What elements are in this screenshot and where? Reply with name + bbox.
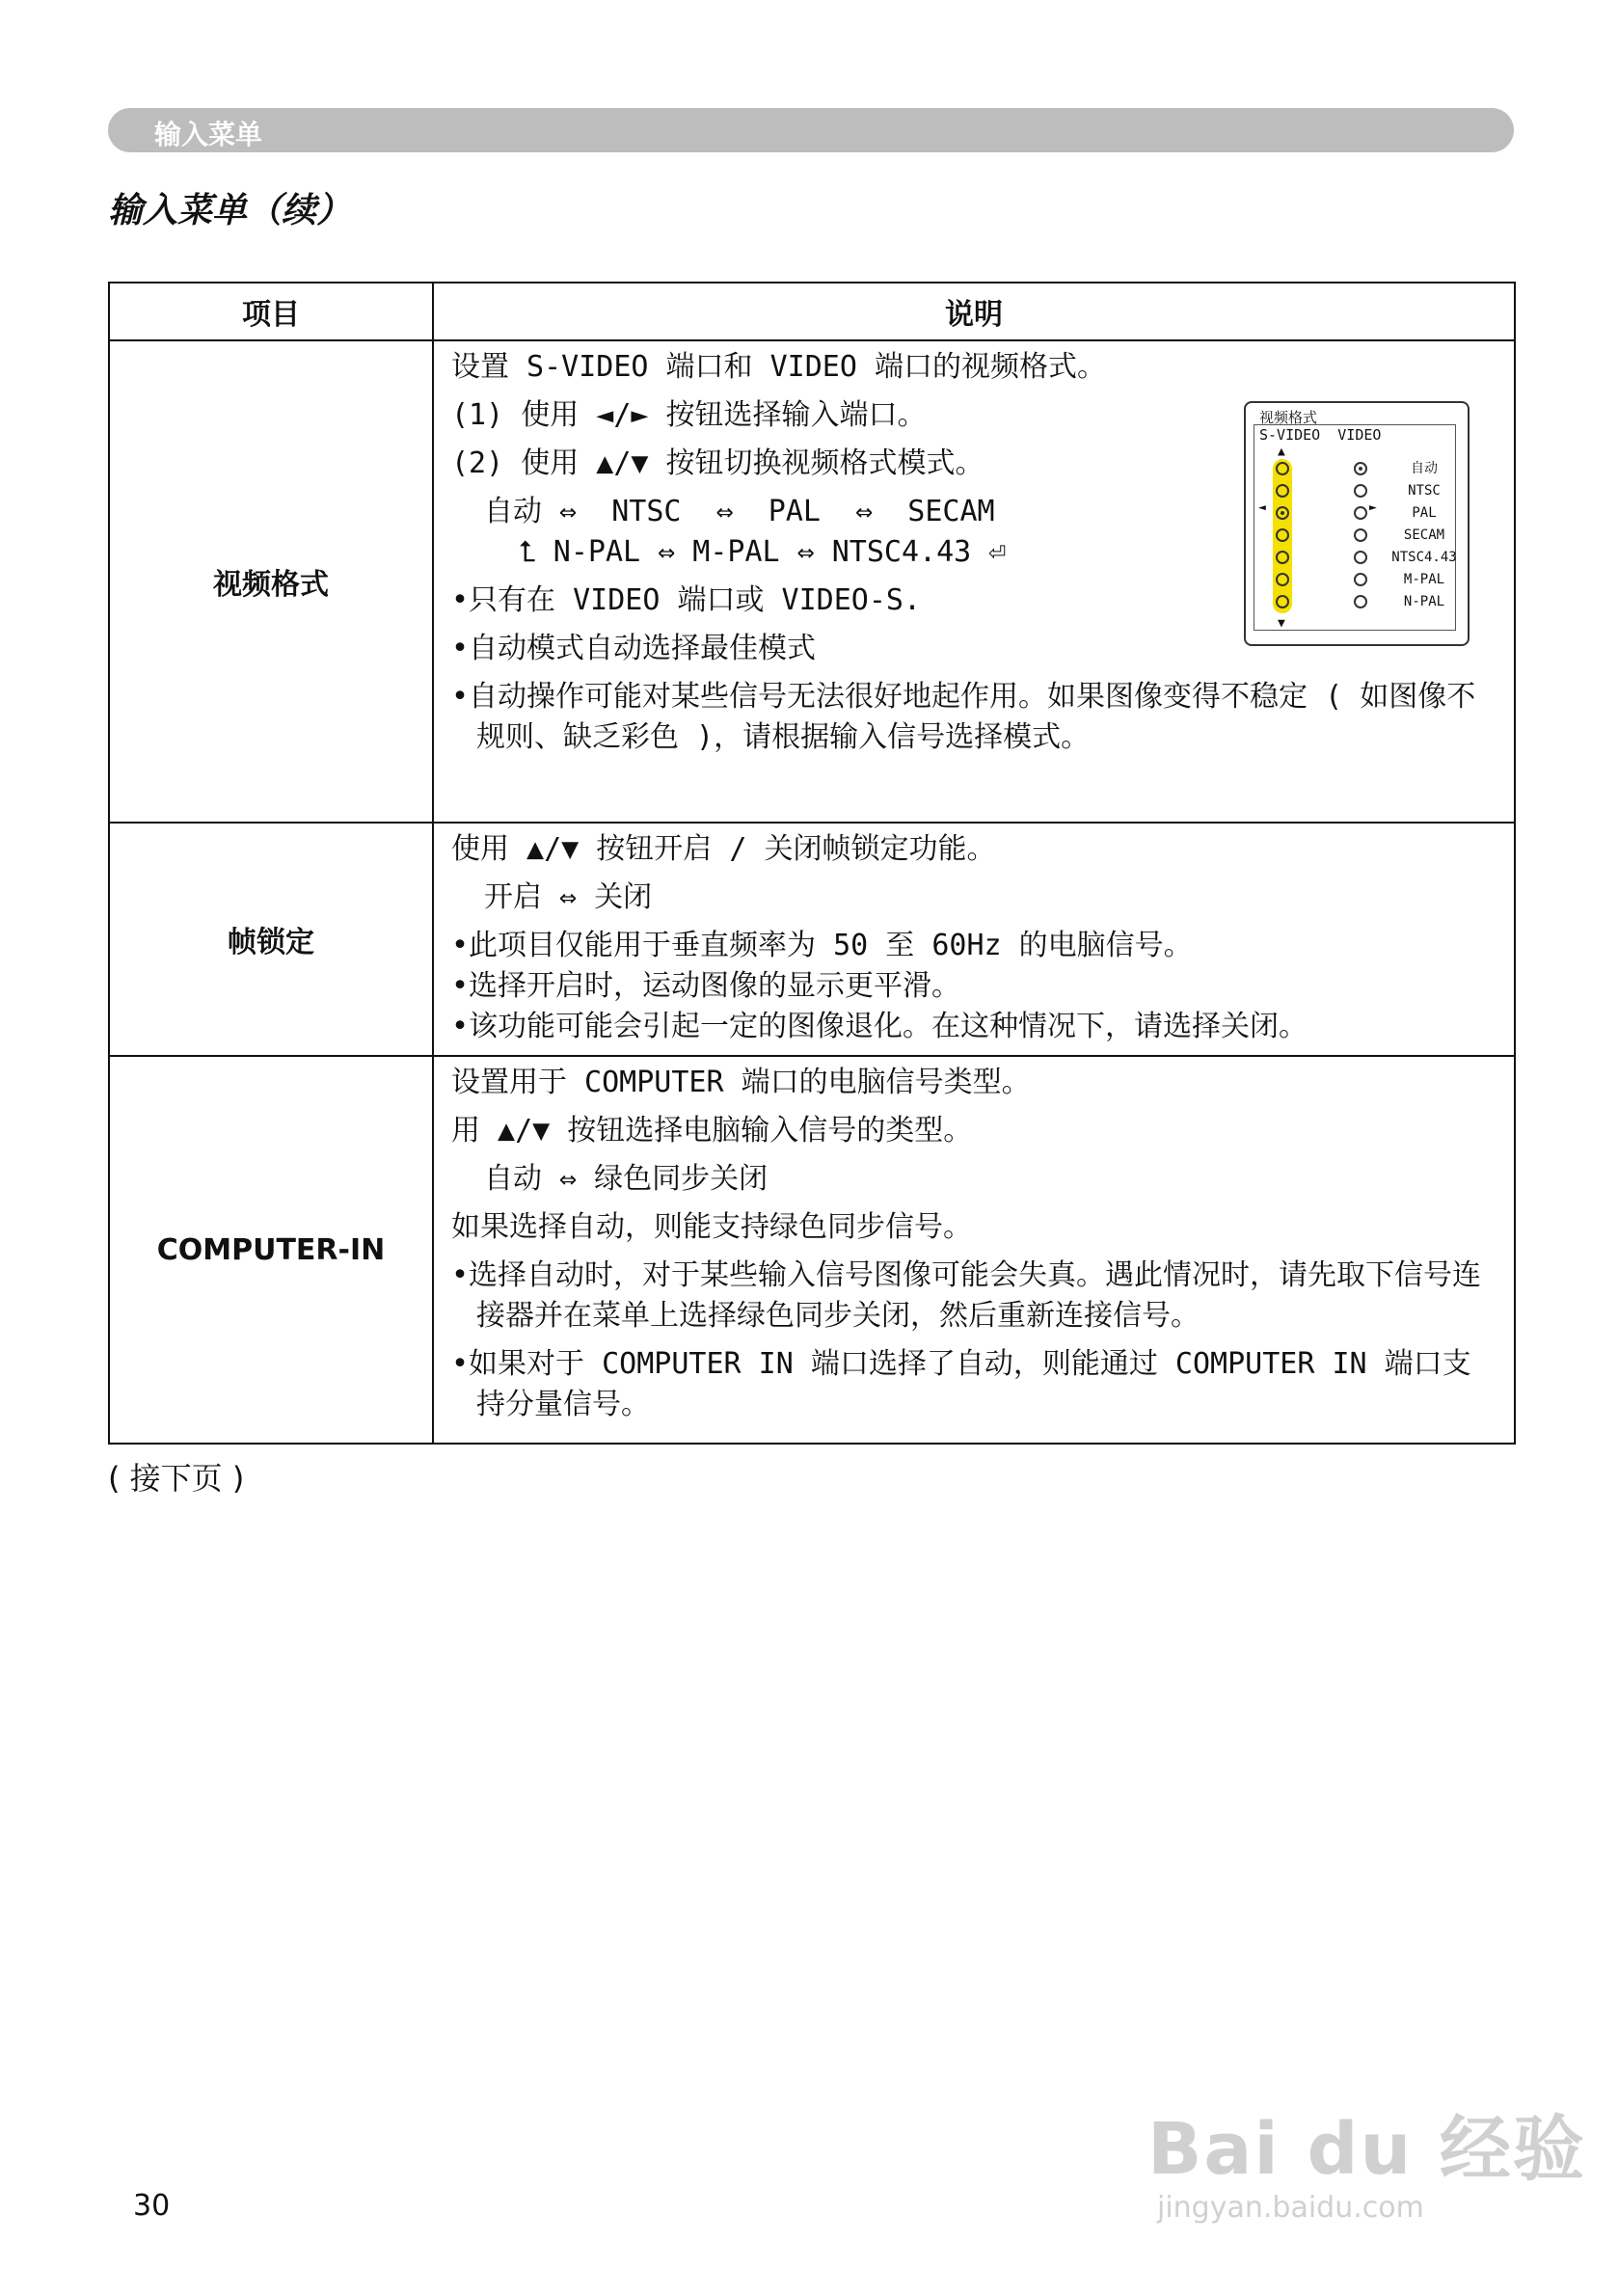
desc-line: •自动操作可能对某些信号无法很好地起作用。如果图像变得不稳定 ( 如图像不规则、缺乏彩色 )，请根据输入信号选择模式。	[451, 680, 1476, 754]
video-format-osd	[1244, 401, 1470, 646]
up-arrow-icon: ▲	[1278, 445, 1285, 459]
osd-radio	[1276, 462, 1289, 475]
desc-line: 自动 ⇔ NTSC ⇔ PAL ⇔ SECAM	[484, 495, 995, 528]
row-description	[433, 1056, 1515, 1444]
desc-line: 自动 ⇔ 绿色同步关闭	[484, 1162, 769, 1196]
osd-title: 视频格式	[1259, 409, 1318, 426]
desc-line: •只有在 VIDEO 端口或 VIDEO-S.	[451, 583, 922, 617]
desc-line: •此项目仅能用于垂直频率为 50 至 60Hz 的电脑信号。	[451, 929, 1193, 962]
down-arrow-icon: ▼	[1278, 616, 1285, 631]
desc-line: •选择开启时，运动图像的显示更平滑。	[451, 969, 961, 1003]
desc-line: ⮤ N-PAL ⇔ M-PAL ⇔ NTSC4.43 ⏎	[519, 535, 1007, 569]
desc-line: 设置 S-VIDEO 端口和 VIDEO 端口的视频格式。	[451, 350, 1106, 384]
desc-line: (1) 使用 ◄/► 按钮选择输入端口。	[451, 398, 927, 432]
left-arrow-icon: ◄	[1258, 500, 1266, 515]
osd-radio	[1276, 528, 1289, 542]
desc-line: •选择自动时，对于某些输入信号图像可能会失真。遇此情况时，请先取下信号连接器并在菜单上选择绿色同步关闭，然后重新连接信号。	[451, 1258, 1482, 1333]
osd-radio	[1354, 573, 1367, 586]
table-row	[109, 340, 1515, 823]
watermark-url: jingyan.baidu.com	[1157, 2191, 1424, 2225]
table-header-row	[109, 283, 1515, 340]
watermark-brand: Bai du 经验	[1147, 2108, 1586, 2191]
osd-radio	[1276, 573, 1289, 586]
osd-radio	[1276, 551, 1289, 564]
page-number: 30	[133, 2189, 171, 2223]
desc-line: •如果对于 COMPUTER IN 端口选择了自动，则能通过 COMPUTER IN 端口支持分量信号。	[451, 1347, 1471, 1421]
desc-line: •自动模式自动选择最佳模式	[451, 632, 817, 665]
right-arrow-icon: ►	[1369, 500, 1377, 515]
osd-ports: S-VIDEO VIDEO	[1259, 426, 1382, 444]
osd-radio	[1354, 484, 1367, 498]
row-description	[433, 823, 1515, 1056]
osd-option: PAL	[1412, 505, 1437, 521]
osd-option: N-PAL	[1403, 594, 1445, 609]
desc-line: 设置用于 COMPUTER 端口的电脑信号类型。	[451, 1066, 1031, 1099]
row-item-label: COMPUTER-IN	[109, 1056, 433, 1444]
desc-line: 使用 ▲/▼ 按钮开启 / 关闭帧锁定功能。	[451, 832, 996, 866]
row-item-label: 帧锁定	[109, 823, 433, 1056]
header-bar-label: 输入菜单	[154, 119, 263, 150]
table-row	[109, 823, 1515, 1056]
header-bar	[108, 108, 1514, 152]
table-row	[109, 1056, 1515, 1444]
section-title: 输入菜单（续）	[108, 191, 352, 230]
osd-radio	[1276, 484, 1289, 498]
osd-option: NTSC4.43	[1391, 550, 1457, 565]
osd-radio	[1354, 528, 1367, 542]
desc-line: 如果选择自动，则能支持绿色同步信号。	[451, 1210, 972, 1244]
osd-option: SECAM	[1403, 527, 1445, 543]
osd-radio	[1354, 595, 1367, 608]
spec-table	[108, 282, 1516, 1445]
osd-radio-selected	[1276, 506, 1289, 520]
desc-line: (2) 使用 ▲/▼ 按钮切换视频格式模式。	[451, 446, 984, 480]
osd-radio	[1276, 595, 1289, 608]
osd-option: 自动	[1411, 461, 1438, 476]
osd-radio-selected	[1354, 462, 1367, 475]
baidu-watermark	[1147, 2093, 1586, 2225]
row-item-label: 视频格式	[109, 340, 433, 823]
desc-line: 用 ▲/▼ 按钮选择电脑输入信号的类型。	[451, 1114, 973, 1148]
osd-radio	[1354, 551, 1367, 564]
desc-line: •该功能可能会引起一定的图像退化。在这种情况下，请选择关闭。	[451, 1010, 1308, 1043]
osd-option: NTSC	[1408, 483, 1441, 499]
col-header-desc: 说明	[433, 283, 1515, 340]
desc-line: 开启 ⇔ 关闭	[484, 880, 653, 914]
row-description	[433, 340, 1515, 823]
col-header-item: 项目	[109, 283, 433, 340]
osd-option: M-PAL	[1403, 572, 1445, 587]
continued-note: ( 接下页 )	[108, 1460, 245, 1497]
osd-radio	[1354, 506, 1367, 520]
